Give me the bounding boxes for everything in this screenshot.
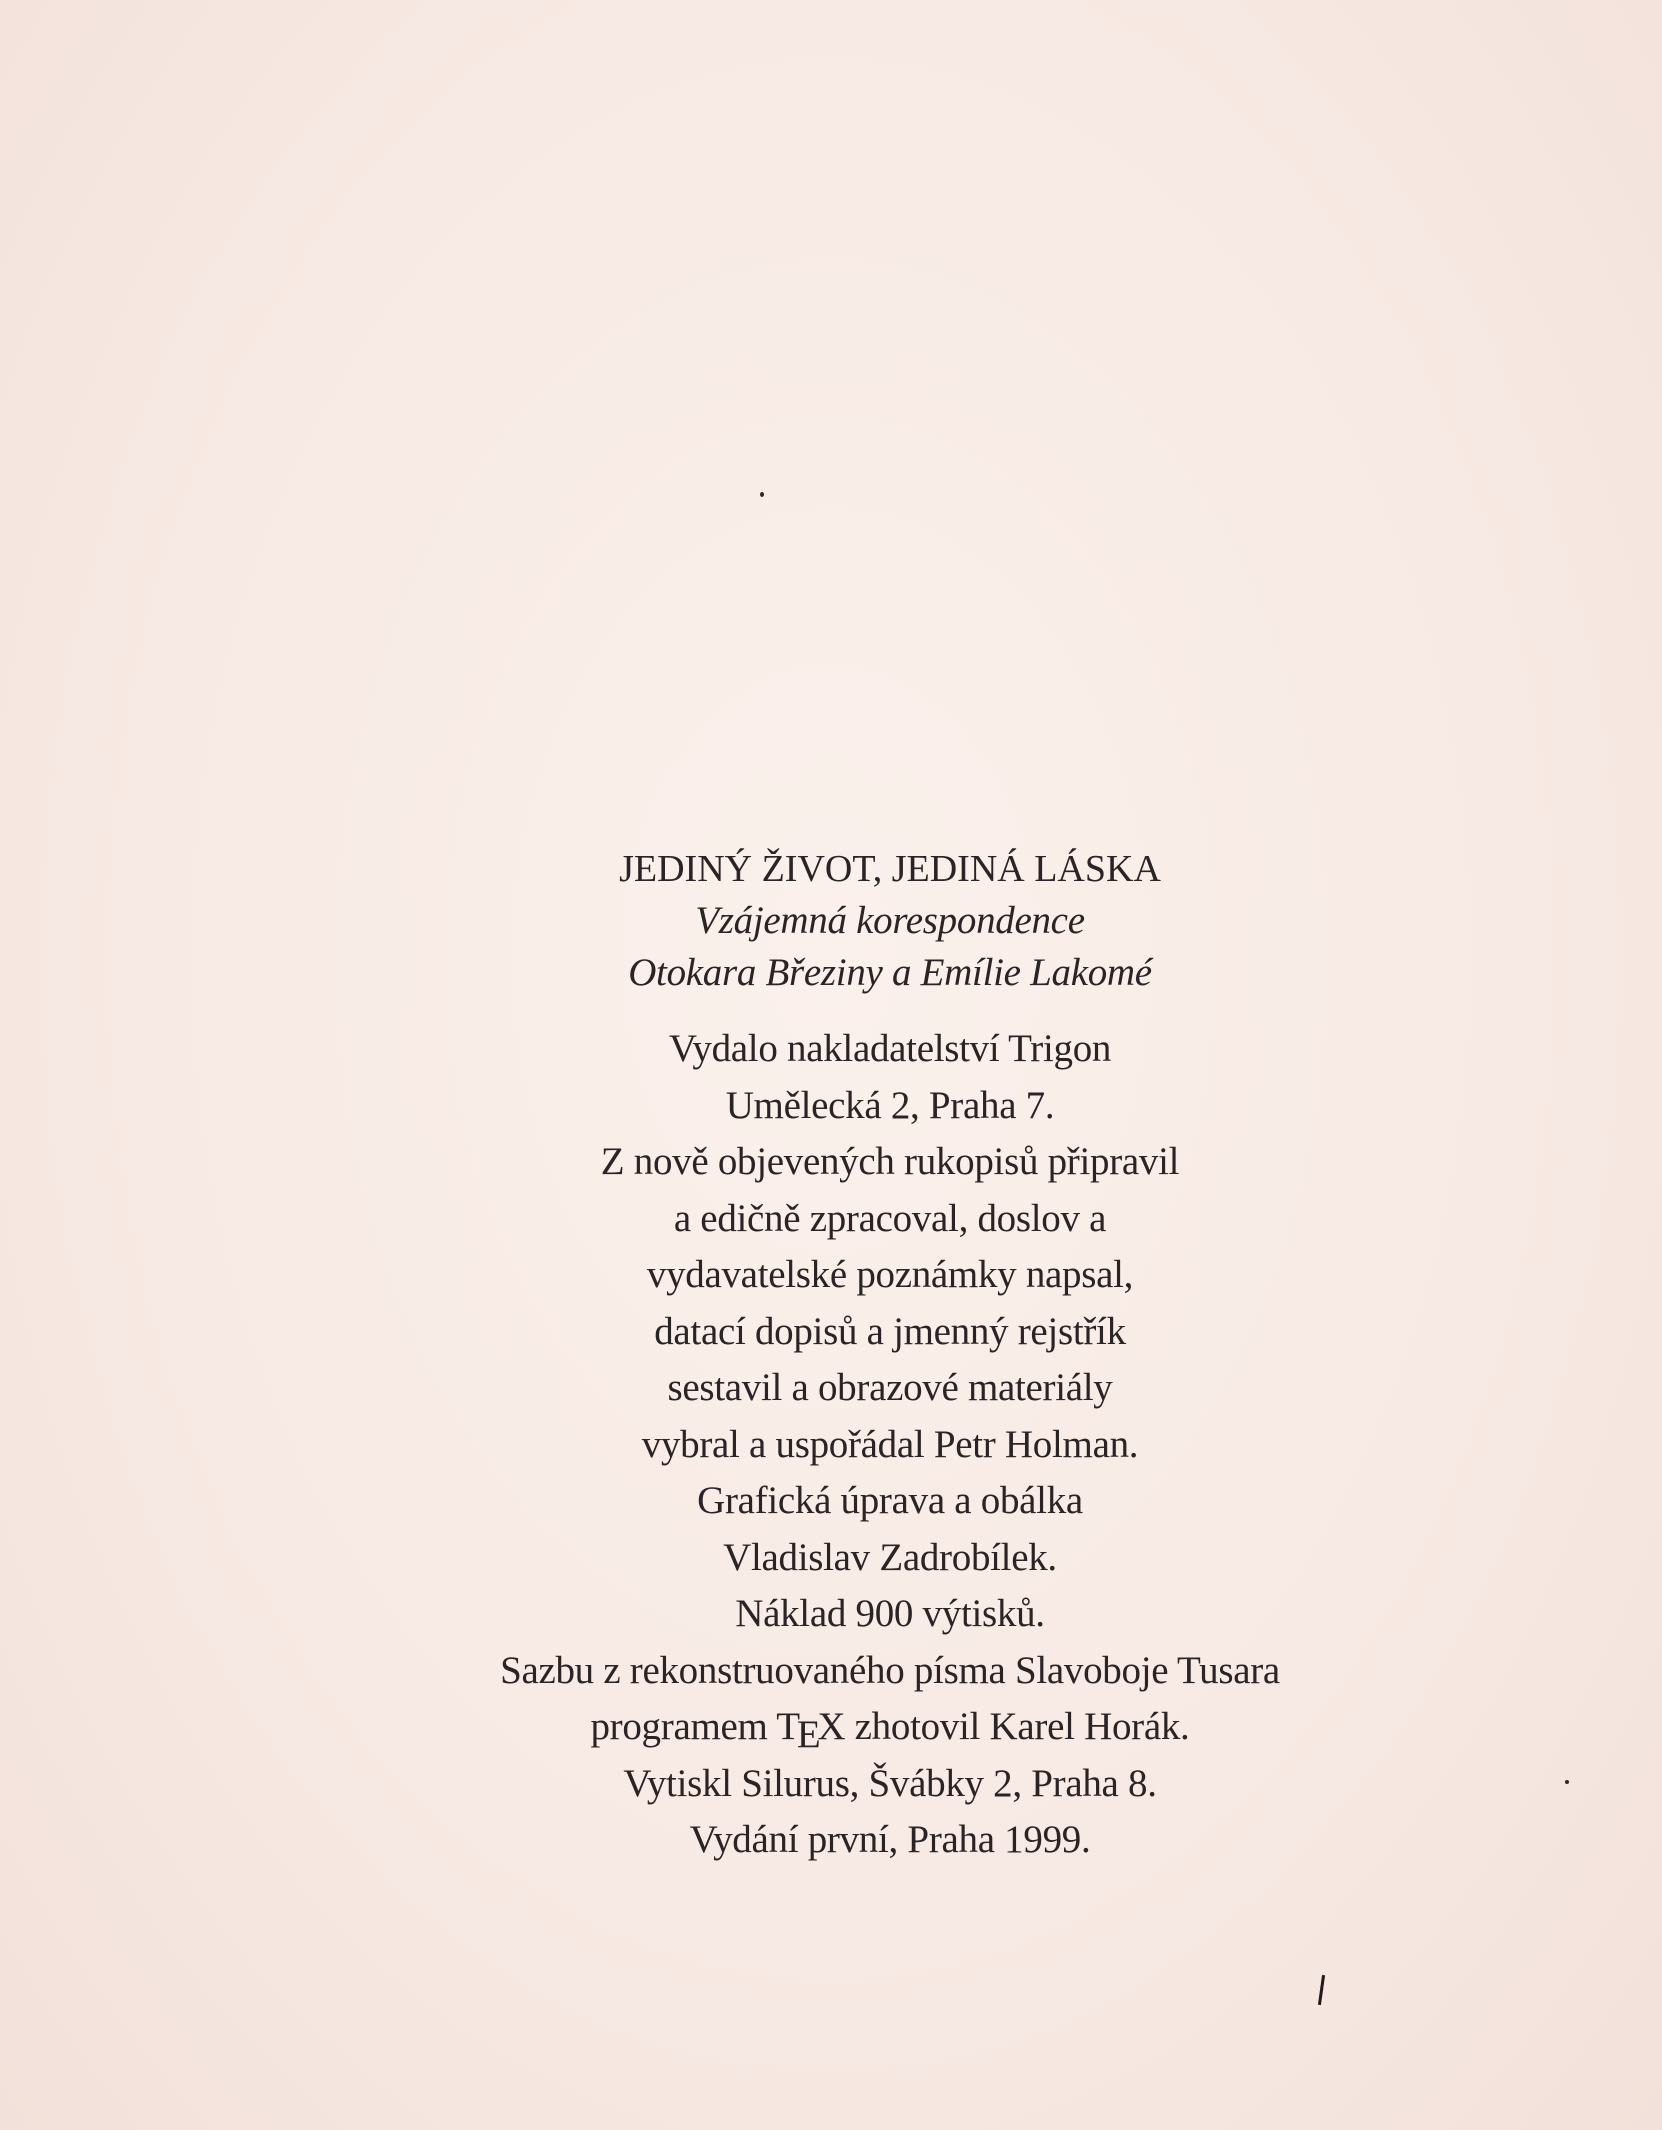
- printer-line: Vytiskl Silurus, Švábky 2, Praha 8.: [623, 1761, 1157, 1805]
- colophon-line: Vladislav Zadrobílek.: [723, 1535, 1057, 1579]
- book-subtitle-line-1: Vzájemná korespondence: [695, 899, 1085, 942]
- tex-line-before: programem: [590, 1705, 777, 1748]
- paper-speck: [760, 492, 764, 497]
- tex-line-after: zhotovil Karel Horák.: [845, 1705, 1190, 1748]
- tex-logo-e: E: [796, 1713, 821, 1756]
- colophon-line: vydavatelské poznámky napsal,: [646, 1253, 1134, 1296]
- colophon: [0, 843, 1662, 1869]
- colophon-line: a edičně zpracoval, doslov a: [673, 1196, 1107, 1240]
- tex-logo-x: X: [817, 1705, 846, 1748]
- colophon-line: Grafická úprava a obálka: [697, 1479, 1083, 1522]
- edition-line: Vydání první, Praha 1999.: [689, 1818, 1091, 1861]
- colophon-line: Vydalo nakladatelství Trigon: [668, 1027, 1112, 1070]
- colophon-line: Z nově objevených rukopisů připravil: [600, 1140, 1180, 1183]
- spacer: [0, 999, 1662, 1021]
- tex-logo-t: T: [776, 1705, 800, 1748]
- book-title: JEDINÝ ŽIVOT, JEDINÁ LÁSKA: [619, 848, 1161, 890]
- book-subtitle-line-2: Otokara Březiny a Emílie Lakomé: [628, 951, 1152, 994]
- colophon-line: Náklad 900 výtisků.: [735, 1592, 1045, 1635]
- colophon-line: Umělecká 2, Praha 7.: [725, 1083, 1055, 1127]
- colophon-line: datací dopisů a jmenný rejstřík: [654, 1309, 1126, 1353]
- tex-credit-line: [0, 1699, 1662, 1756]
- paper-mark: [1318, 1975, 1325, 2005]
- colophon-line: sestavil a obrazové materiály: [667, 1366, 1113, 1409]
- colophon-line: Sazbu z rekonstruovaného písma Slavoboje Tusara: [500, 1648, 1280, 1692]
- colophon-line: vybral a uspořádal Petr Holman.: [641, 1422, 1139, 1466]
- paper-speck: [1565, 1780, 1569, 1784]
